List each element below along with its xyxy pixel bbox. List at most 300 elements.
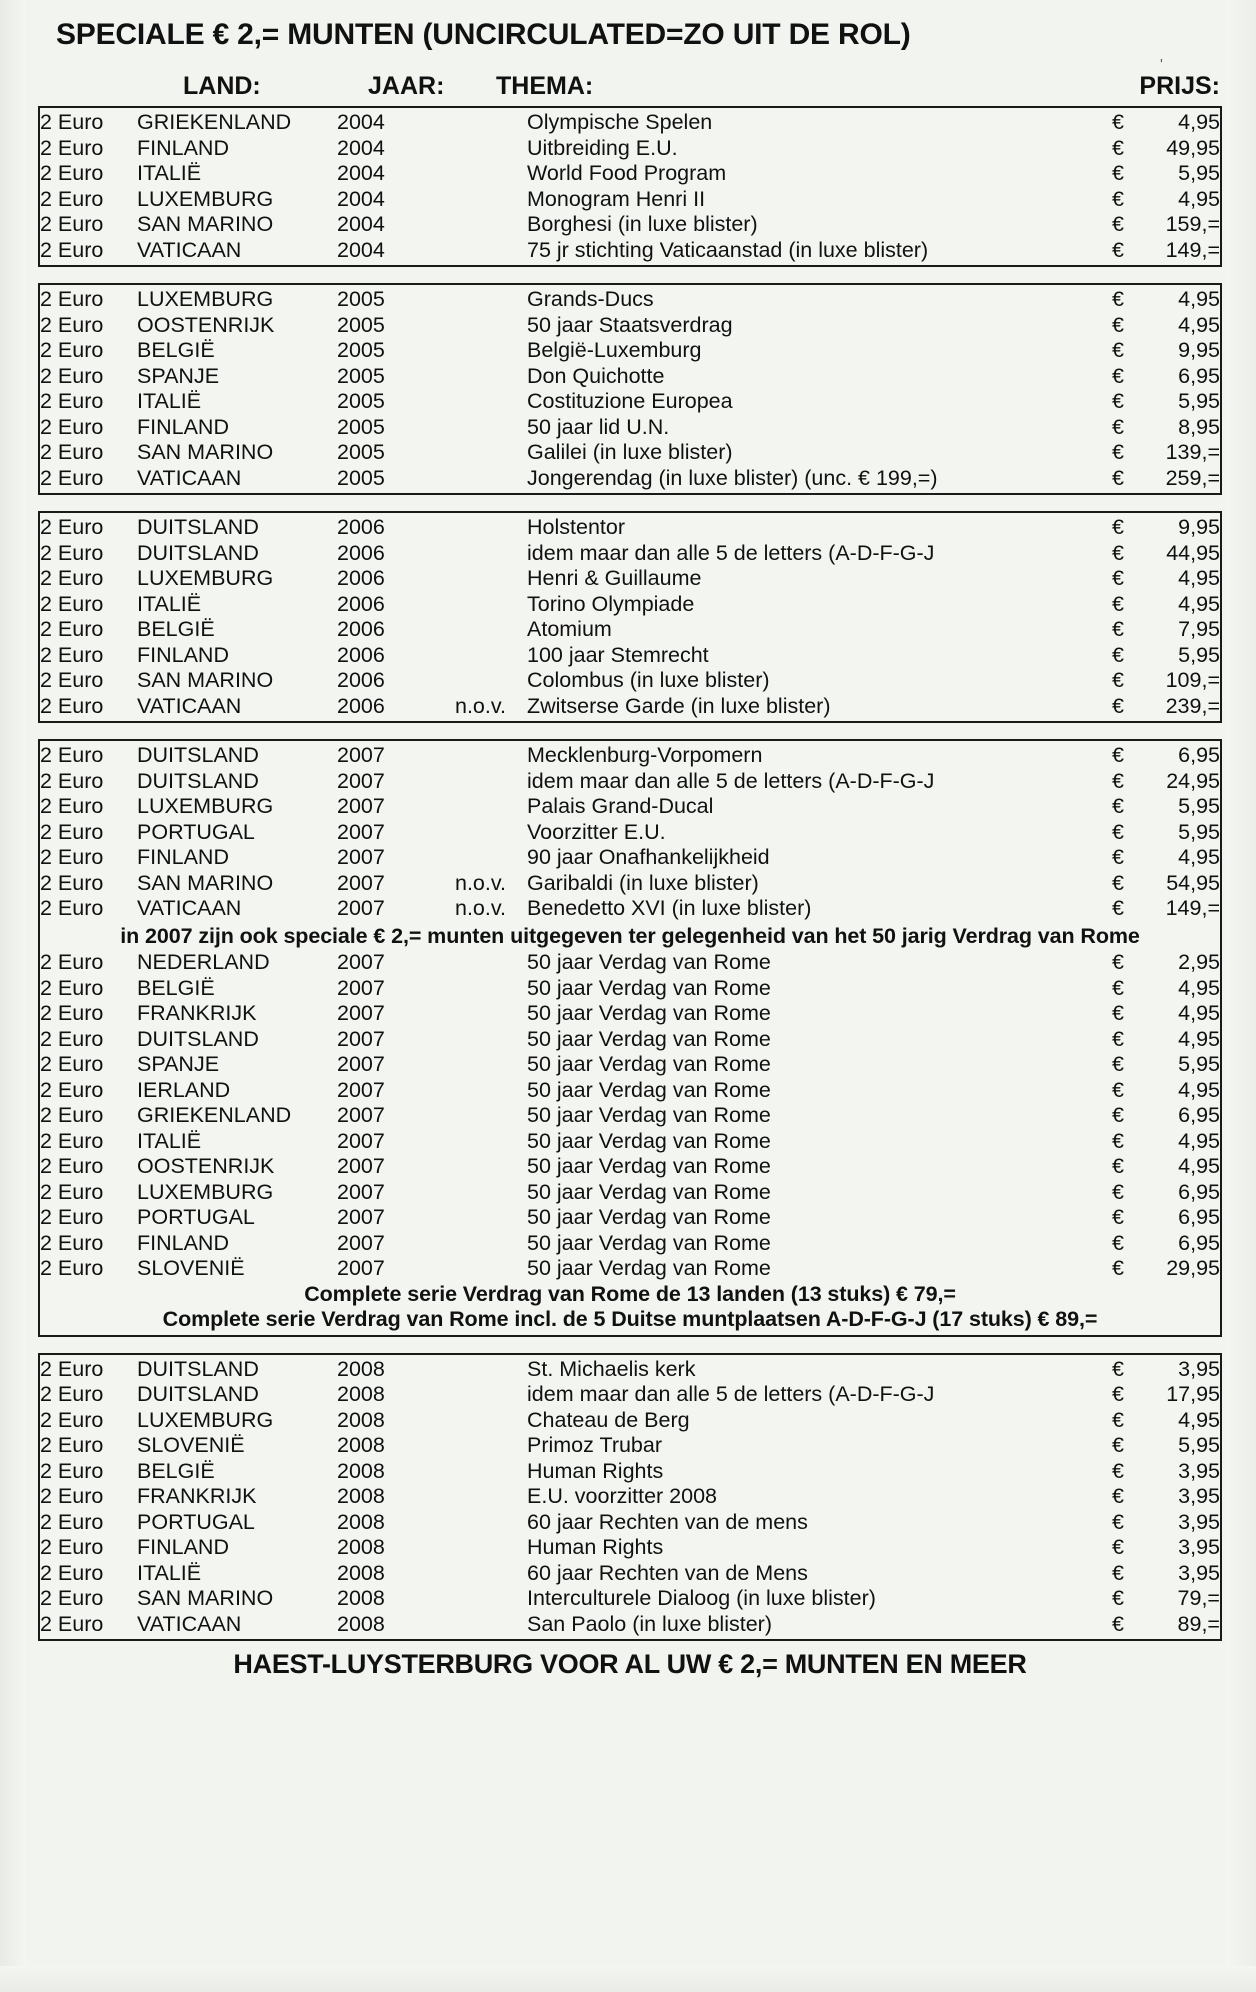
- table-row: [40, 950, 1220, 976]
- row-nov-flag: [455, 1256, 527, 1282]
- row-country: BELGIË: [137, 975, 215, 1000]
- page-content: [38, 0, 1222, 1680]
- table-row: [40, 136, 1220, 162]
- table-row: [40, 287, 1220, 313]
- row-year: 2008: [337, 1407, 385, 1432]
- table-row: [40, 668, 1220, 694]
- row-theme: idem maar dan alle 5 de letters (A-D-F-G-J: [527, 1382, 935, 1406]
- row-denomination: 2 Euro: [40, 1509, 104, 1534]
- row-country: LUXEMBURG: [137, 1179, 274, 1204]
- row-denomination: 2 Euro: [40, 896, 104, 920]
- row-currency: €: [1112, 1179, 1124, 1204]
- row-price: 159,=: [1165, 212, 1220, 236]
- row-price: 6,95: [1178, 1230, 1220, 1255]
- row-price: 4,95: [1178, 591, 1220, 616]
- row-denomination: 2 Euro: [40, 1535, 104, 1559]
- row-currency: €: [1112, 363, 1124, 388]
- row-year: 2006: [337, 642, 385, 667]
- row-denomination: 2 Euro: [40, 1433, 104, 1457]
- row-nov-flag: [455, 1205, 527, 1231]
- row-denomination: 2 Euro: [40, 135, 104, 160]
- row-nov-flag: [455, 1078, 527, 1104]
- table-row: [40, 212, 1220, 238]
- row-year: 2007: [337, 1052, 385, 1076]
- row-theme: 50 jaar Verdag van Rome: [527, 1128, 771, 1153]
- row-price: 139,=: [1165, 440, 1220, 464]
- row-year: 2006: [337, 591, 385, 616]
- row-price: 4,95: [1178, 1001, 1220, 1025]
- row-nov-flag: [455, 1357, 527, 1383]
- column-header-thema: THEMA:: [496, 72, 594, 100]
- row-nov-flag: [455, 820, 527, 846]
- row-denomination: 2 Euro: [40, 1128, 104, 1153]
- row-country: DUITSLAND: [137, 1356, 259, 1381]
- row-year: 2008: [337, 1509, 385, 1534]
- row-currency: €: [1112, 237, 1124, 262]
- row-theme: Jongerendag (in luxe blister) (unc. € 199,=): [527, 465, 938, 490]
- row-currency: €: [1112, 312, 1124, 337]
- row-theme: Don Quichotte: [527, 363, 665, 388]
- row-price: 4,95: [1178, 1407, 1220, 1432]
- row-denomination: 2 Euro: [40, 1611, 104, 1636]
- block-note-row: [40, 1307, 1220, 1333]
- row-price: 7,95: [1178, 617, 1220, 641]
- row-country: FINLAND: [137, 845, 229, 869]
- row-price: 9,95: [1178, 338, 1220, 362]
- row-year: 2005: [337, 440, 385, 464]
- row-country: ITALIË: [137, 591, 202, 616]
- row-denomination: 2 Euro: [40, 1484, 104, 1508]
- row-currency: €: [1112, 1052, 1124, 1076]
- row-currency: €: [1112, 1586, 1124, 1610]
- row-currency: €: [1112, 566, 1124, 590]
- year-block-2008: [38, 1353, 1222, 1642]
- row-nov-flag: [455, 515, 527, 541]
- row-nov-flag: [455, 466, 527, 492]
- row-country: VATICAAN: [137, 237, 242, 262]
- row-currency: €: [1112, 870, 1124, 895]
- column-header-land: LAND:: [183, 72, 261, 100]
- row-price: 24,95: [1166, 768, 1220, 793]
- row-nov-flag: [455, 769, 527, 795]
- row-year: 2007: [337, 870, 385, 895]
- row-price: 3,95: [1178, 1535, 1220, 1559]
- row-country: GRIEKENLAND: [137, 110, 292, 134]
- table-row: [40, 794, 1220, 820]
- row-currency: €: [1112, 465, 1124, 490]
- row-currency: €: [1112, 1205, 1124, 1229]
- row-currency: €: [1112, 1407, 1124, 1432]
- row-theme: 50 jaar Verdag van Rome: [527, 1077, 771, 1102]
- row-country: OOSTENRIJK: [137, 312, 275, 337]
- row-denomination: 2 Euro: [40, 161, 104, 185]
- table-row: [40, 743, 1220, 769]
- row-theme: Monogram Henri II: [527, 186, 706, 211]
- row-country: VATICAAN: [137, 465, 242, 490]
- row-price: 149,=: [1165, 896, 1220, 920]
- row-year: 2005: [337, 312, 385, 337]
- row-country: PORTUGAL: [137, 819, 255, 844]
- table-row: [40, 566, 1220, 592]
- year-block-2006: [38, 511, 1222, 723]
- row-price: 17,95: [1166, 1382, 1220, 1406]
- row-denomination: 2 Euro: [40, 1356, 104, 1381]
- scan-edge-bottom: [0, 1966, 1256, 1992]
- row-theme: Garibaldi (in luxe blister): [527, 870, 759, 895]
- row-currency: €: [1112, 1001, 1124, 1025]
- row-country: PORTUGAL: [137, 1205, 255, 1229]
- table-row: [40, 1561, 1220, 1587]
- row-year: 2007: [337, 1077, 385, 1102]
- row-nov-flag: [455, 1612, 527, 1638]
- row-price: 29,95: [1166, 1256, 1220, 1280]
- row-denomination: 2 Euro: [40, 950, 104, 974]
- row-theme: idem maar dan alle 5 de letters (A-D-F-G-J: [527, 768, 935, 793]
- row-denomination: 2 Euro: [40, 743, 104, 767]
- row-year: 2005: [337, 465, 385, 490]
- row-nov-flag: [455, 1154, 527, 1180]
- row-theme: 50 jaar Verdag van Rome: [527, 1205, 771, 1229]
- row-denomination: 2 Euro: [40, 338, 104, 362]
- row-denomination: 2 Euro: [40, 1586, 104, 1610]
- row-denomination: 2 Euro: [40, 212, 104, 236]
- row-price: 5,95: [1178, 389, 1220, 413]
- row-price: 109,=: [1165, 668, 1220, 692]
- row-price: 4,95: [1178, 186, 1220, 211]
- row-country: SAN MARINO: [137, 440, 274, 464]
- table-row: [40, 1433, 1220, 1459]
- row-currency: €: [1112, 591, 1124, 616]
- row-theme: Holstentor: [527, 515, 625, 539]
- row-country: FINLAND: [137, 135, 229, 160]
- row-denomination: 2 Euro: [40, 312, 104, 337]
- row-currency: €: [1112, 287, 1124, 311]
- row-currency: €: [1112, 135, 1124, 160]
- row-currency: €: [1112, 1103, 1124, 1127]
- row-country: BELGIË: [137, 338, 215, 362]
- row-year: 2008: [337, 1458, 385, 1483]
- row-country: OOSTENRIJK: [137, 1154, 275, 1178]
- row-currency: €: [1112, 1382, 1124, 1406]
- row-country: NEDERLAND: [137, 950, 270, 974]
- row-currency: €: [1112, 1611, 1124, 1636]
- row-price: 49,95: [1166, 135, 1220, 160]
- row-theme: idem maar dan alle 5 de letters (A-D-F-G-J: [527, 540, 935, 565]
- row-year: 2005: [337, 287, 385, 311]
- row-denomination: 2 Euro: [40, 768, 104, 793]
- row-theme: 50 jaar Verdag van Rome: [527, 950, 771, 974]
- table-row: [40, 1129, 1220, 1155]
- row-price: 4,95: [1178, 110, 1220, 134]
- row-denomination: 2 Euro: [40, 1103, 104, 1127]
- row-year: 2008: [337, 1484, 385, 1508]
- row-nov-flag: [455, 238, 527, 264]
- row-year: 2005: [337, 414, 385, 439]
- row-nov-flag: [455, 1561, 527, 1587]
- row-denomination: 2 Euro: [40, 1382, 104, 1406]
- row-price: 4,95: [1178, 1154, 1220, 1178]
- row-theme: 50 jaar Verdag van Rome: [527, 1230, 771, 1255]
- row-price: 259,=: [1165, 465, 1220, 490]
- scan-edge-left: [0, 0, 26, 1992]
- year-blocks-container: [38, 106, 1222, 1641]
- row-country: DUITSLAND: [137, 743, 259, 767]
- table-row: [40, 313, 1220, 339]
- coin-table: [40, 1357, 1220, 1638]
- row-country: LUXEMBURG: [137, 794, 274, 818]
- row-country: ITALIË: [137, 1560, 202, 1585]
- table-row: [40, 541, 1220, 567]
- row-nov-flag: [455, 313, 527, 339]
- row-country: BELGIË: [137, 1458, 215, 1483]
- table-row: [40, 1154, 1220, 1180]
- row-year: 2008: [337, 1560, 385, 1585]
- table-row: [40, 643, 1220, 669]
- row-price: 54,95: [1166, 870, 1220, 895]
- row-year: 2007: [337, 1205, 385, 1229]
- row-currency: €: [1112, 338, 1124, 362]
- row-price: 4,95: [1178, 312, 1220, 337]
- row-year: 2007: [337, 845, 385, 869]
- row-nov-flag: [455, 1459, 527, 1485]
- row-country: SLOVENIË: [137, 1433, 245, 1457]
- row-currency: €: [1112, 1484, 1124, 1508]
- row-denomination: 2 Euro: [40, 668, 104, 692]
- table-row: [40, 1612, 1220, 1638]
- row-denomination: 2 Euro: [40, 1001, 104, 1025]
- row-nov-flag: [455, 1586, 527, 1612]
- row-theme: Benedetto XVI (in luxe blister): [527, 896, 812, 920]
- row-price: 149,=: [1165, 237, 1220, 262]
- table-row: [40, 515, 1220, 541]
- row-nov-flag: [455, 212, 527, 238]
- row-denomination: 2 Euro: [40, 110, 104, 134]
- row-denomination: 2 Euro: [40, 1077, 104, 1102]
- row-theme: Grands-Ducs: [527, 287, 654, 311]
- row-theme: 50 jaar Verdag van Rome: [527, 1103, 771, 1127]
- row-price: 9,95: [1178, 515, 1220, 539]
- row-year: 2007: [337, 1179, 385, 1204]
- row-theme: Human Rights: [527, 1535, 664, 1559]
- row-year: 2004: [337, 186, 385, 211]
- row-theme: Olympische Spelen: [527, 110, 713, 134]
- row-denomination: 2 Euro: [40, 591, 104, 616]
- table-row: [40, 1205, 1220, 1231]
- row-year: 2007: [337, 768, 385, 793]
- row-theme: 50 jaar Verdag van Rome: [527, 1001, 771, 1025]
- row-nov-flag: [455, 415, 527, 441]
- row-theme: Interculturele Dialoog (in luxe blister): [527, 1586, 876, 1610]
- row-nov-flag: n.o.v.: [455, 693, 506, 718]
- row-year: 2007: [337, 794, 385, 818]
- table-row: [40, 1103, 1220, 1129]
- row-currency: €: [1112, 1128, 1124, 1153]
- row-country: VATICAAN: [137, 896, 242, 920]
- table-row: [40, 440, 1220, 466]
- table-row: [40, 1180, 1220, 1206]
- row-year: 2007: [337, 896, 385, 920]
- table-row: [40, 1078, 1220, 1104]
- row-denomination: 2 Euro: [40, 566, 104, 590]
- row-year: 2005: [337, 389, 385, 413]
- row-price: 89,=: [1177, 1611, 1220, 1636]
- year-block-2004: [38, 106, 1222, 267]
- table-row: [40, 1408, 1220, 1434]
- row-country: SAN MARINO: [137, 212, 274, 236]
- table-row: [40, 415, 1220, 441]
- year-block-2007: [38, 739, 1222, 1337]
- row-currency: €: [1112, 161, 1124, 185]
- row-year: 2008: [337, 1586, 385, 1610]
- row-price: 4,95: [1178, 845, 1220, 869]
- column-header-prijs: PRIJS:: [1139, 72, 1220, 100]
- row-country: DUITSLAND: [137, 540, 259, 565]
- table-row: [40, 389, 1220, 415]
- row-currency: €: [1112, 617, 1124, 641]
- row-nov-flag: [455, 743, 527, 769]
- row-currency: €: [1112, 1230, 1124, 1255]
- row-country: LUXEMBURG: [137, 566, 274, 590]
- row-nov-flag: [455, 541, 527, 567]
- row-currency: €: [1112, 110, 1124, 134]
- row-denomination: 2 Euro: [40, 1230, 104, 1255]
- row-theme: Human Rights: [527, 1458, 664, 1483]
- table-row: [40, 1510, 1220, 1536]
- row-denomination: 2 Euro: [40, 287, 104, 311]
- row-denomination: 2 Euro: [40, 414, 104, 439]
- table-row: [40, 617, 1220, 643]
- row-currency: €: [1112, 1458, 1124, 1483]
- row-nov-flag: [455, 1484, 527, 1510]
- row-theme: Palais Grand-Ducal: [527, 794, 714, 818]
- row-country: LUXEMBURG: [137, 287, 274, 311]
- row-denomination: 2 Euro: [40, 1407, 104, 1432]
- row-price: 4,95: [1178, 287, 1220, 311]
- row-country: LUXEMBURG: [137, 1407, 274, 1432]
- table-row: [40, 820, 1220, 846]
- row-denomination: 2 Euro: [40, 617, 104, 641]
- row-year: 2005: [337, 338, 385, 362]
- row-year: 2007: [337, 1026, 385, 1051]
- table-row: [40, 466, 1220, 492]
- row-price: 239,=: [1165, 693, 1220, 718]
- row-nov-flag: [455, 389, 527, 415]
- row-theme: 50 jaar Verdag van Rome: [527, 1179, 771, 1204]
- page-title: SPECIALE € 2,= MUNTEN (UNCIRCULATED=ZO UIT DE ROL): [56, 18, 911, 51]
- row-price: 2,95: [1178, 950, 1220, 974]
- row-denomination: 2 Euro: [40, 186, 104, 211]
- block-note: Complete serie Verdrag van Rome de 13 landen (13 stuks) € 79,=: [304, 1281, 956, 1306]
- row-price: 5,95: [1178, 1052, 1220, 1076]
- row-country: SAN MARINO: [137, 1586, 274, 1610]
- row-price: 6,95: [1178, 363, 1220, 388]
- row-theme: Uitbreiding E.U.: [527, 135, 678, 160]
- row-year: 2007: [337, 1256, 385, 1280]
- row-country: IERLAND: [137, 1077, 231, 1102]
- row-theme: 75 jr stichting Vaticaanstad (in luxe blister): [527, 237, 929, 262]
- column-headers: [38, 72, 1222, 106]
- row-denomination: 2 Euro: [40, 642, 104, 667]
- row-theme: 50 jaar lid U.N.: [527, 414, 670, 439]
- year-block-2005: [38, 283, 1222, 495]
- row-year: 2006: [337, 668, 385, 692]
- table-row: [40, 976, 1220, 1002]
- table-row: [40, 238, 1220, 264]
- row-country: FINLAND: [137, 642, 229, 667]
- block-note-row: [40, 922, 1220, 951]
- row-nov-flag: [455, 364, 527, 390]
- row-currency: €: [1112, 414, 1124, 439]
- row-currency: €: [1112, 1077, 1124, 1102]
- row-currency: €: [1112, 1535, 1124, 1559]
- table-row: [40, 871, 1220, 897]
- row-denomination: 2 Euro: [40, 515, 104, 539]
- row-country: DUITSLAND: [137, 768, 259, 793]
- row-price: 3,95: [1178, 1458, 1220, 1483]
- row-nov-flag: [455, 976, 527, 1002]
- row-nov-flag: [455, 643, 527, 669]
- row-theme: Galilei (in luxe blister): [527, 440, 733, 464]
- row-theme: World Food Program: [527, 161, 727, 185]
- row-year: 2006: [337, 540, 385, 565]
- row-year: 2008: [337, 1356, 385, 1381]
- row-denomination: 2 Euro: [40, 363, 104, 388]
- table-row: [40, 110, 1220, 136]
- coin-table: [40, 743, 1220, 1333]
- row-country: GRIEKENLAND: [137, 1103, 292, 1127]
- row-theme: België-Luxemburg: [527, 338, 702, 362]
- row-nov-flag: [455, 136, 527, 162]
- row-country: FINLAND: [137, 1230, 229, 1255]
- row-price: 4,95: [1178, 975, 1220, 1000]
- row-denomination: 2 Euro: [40, 1205, 104, 1229]
- table-row: [40, 1484, 1220, 1510]
- row-year: 2007: [337, 975, 385, 1000]
- row-year: 2007: [337, 1154, 385, 1178]
- row-country: SPANJE: [137, 363, 220, 388]
- row-denomination: 2 Euro: [40, 794, 104, 818]
- row-nov-flag: n.o.v.: [455, 870, 506, 895]
- row-theme: 60 jaar Rechten van de mens: [527, 1509, 808, 1534]
- row-currency: €: [1112, 515, 1124, 539]
- table-row: [40, 1535, 1220, 1561]
- row-year: 2006: [337, 515, 385, 539]
- row-denomination: 2 Euro: [40, 1256, 104, 1280]
- page-footer: HAEST-LUYSTERBURG VOOR AL UW € 2,= MUNTEN EN MEER: [233, 1649, 1027, 1679]
- row-country: SAN MARINO: [137, 668, 274, 692]
- row-currency: €: [1112, 440, 1124, 464]
- table-row: [40, 364, 1220, 390]
- row-price: 3,95: [1178, 1560, 1220, 1585]
- row-year: 2008: [337, 1382, 385, 1406]
- row-nov-flag: [455, 794, 527, 820]
- row-price: 79,=: [1177, 1586, 1220, 1610]
- row-country: VATICAAN: [137, 693, 242, 718]
- table-row: [40, 769, 1220, 795]
- row-price: 6,95: [1178, 1103, 1220, 1127]
- table-row: [40, 1357, 1220, 1383]
- row-price: 4,95: [1178, 1128, 1220, 1153]
- row-theme: 100 jaar Stemrecht: [527, 642, 709, 667]
- row-denomination: 2 Euro: [40, 1179, 104, 1204]
- row-theme: 50 jaar Verdag van Rome: [527, 1154, 771, 1178]
- row-year: 2004: [337, 161, 385, 185]
- row-country: ITALIË: [137, 1128, 202, 1153]
- table-row: [40, 845, 1220, 871]
- row-theme: 90 jaar Onafhankelijkheid: [527, 845, 770, 869]
- row-nov-flag: [455, 110, 527, 136]
- row-year: 2004: [337, 212, 385, 236]
